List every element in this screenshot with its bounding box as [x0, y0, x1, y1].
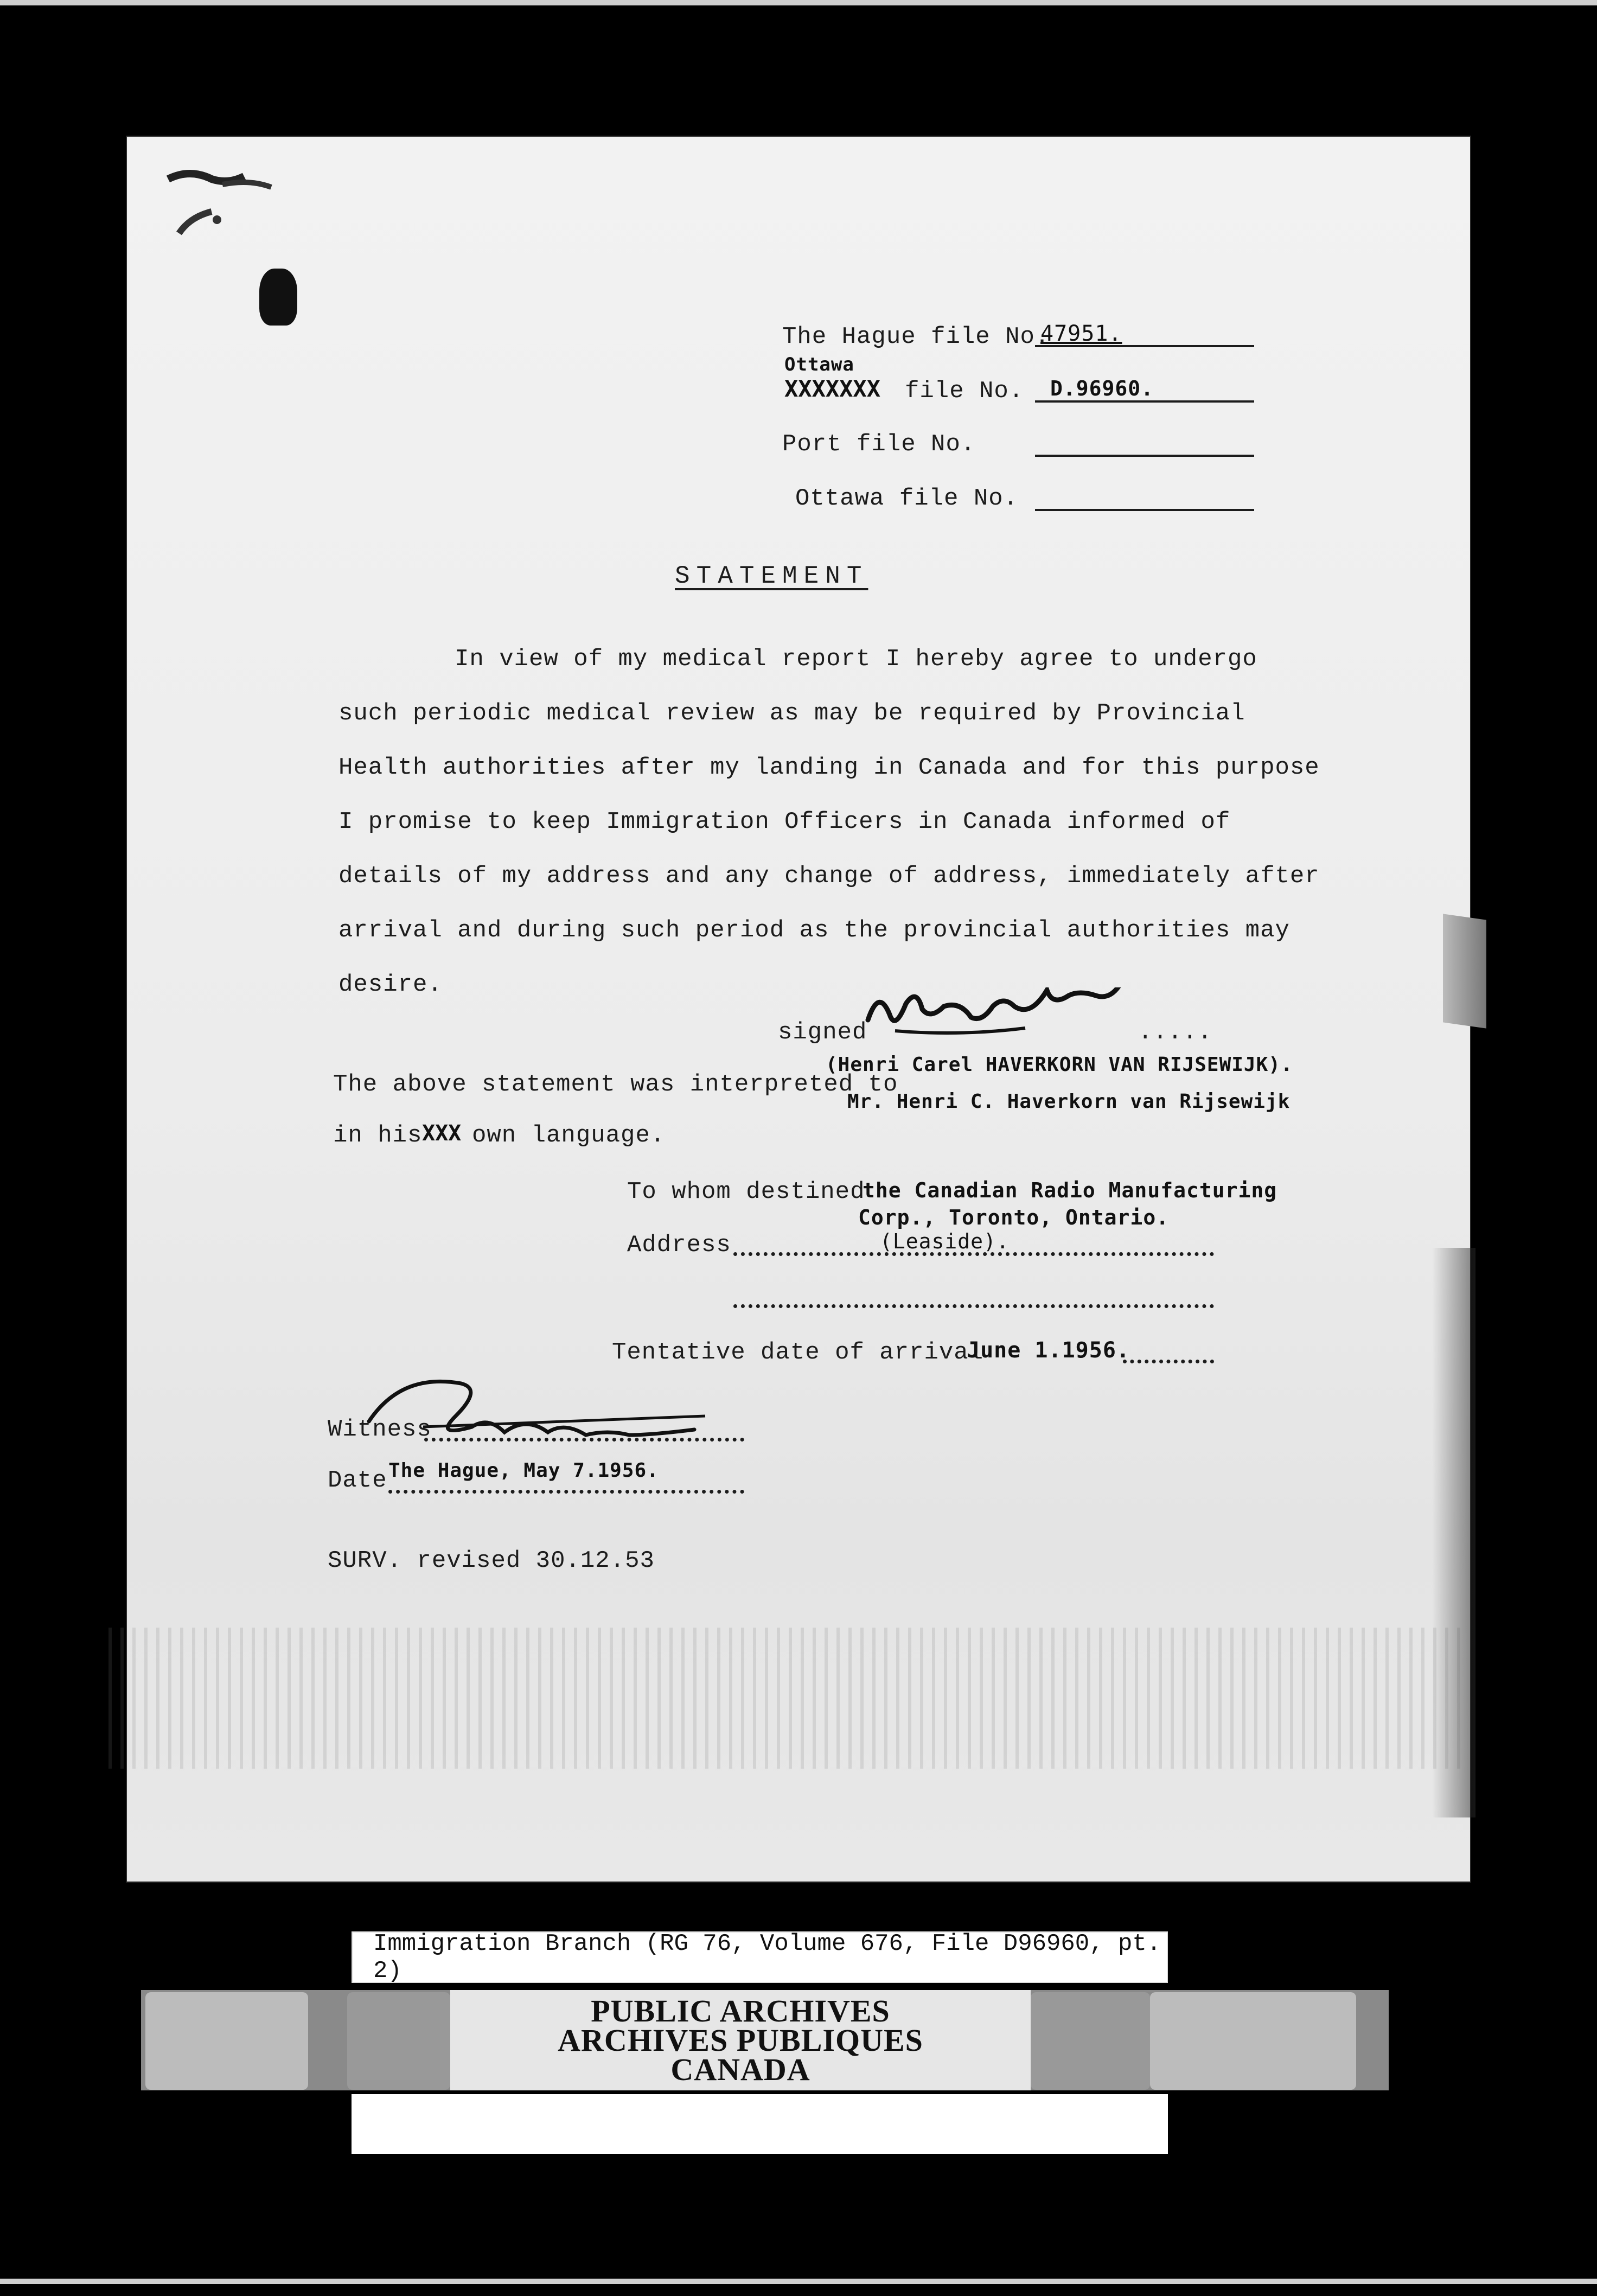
language-suffix: own language.	[472, 1122, 666, 1149]
address-label: Address	[627, 1232, 731, 1259]
body-line: desire.	[338, 971, 443, 998]
archive-tab-right	[1150, 1992, 1356, 2090]
archive-tab-left	[145, 1992, 308, 2090]
archive-stamp-line: ARCHIVES PUBLIQUES	[558, 2022, 923, 2058]
signed-name: (Henri Carel HAVERKORN VAN RIJSEWIJK).	[826, 1054, 1293, 1076]
film-edge-top	[0, 0, 1597, 5]
body-line: details of my address and any change of address, immediately after	[338, 863, 1320, 890]
paper-edge-shadow	[1432, 1248, 1475, 1817]
paper-fold	[1443, 914, 1486, 1028]
arrival-value: June 1.1956.	[967, 1338, 1130, 1363]
hague-file-label: The Hague file No.	[782, 323, 1050, 350]
archive-tab-left-inner	[347, 1992, 450, 2090]
paper-smudge	[108, 1628, 1465, 1769]
interpreted-recipient: Mr. Henri C. Haverkorn van Rijsewijk	[847, 1090, 1291, 1113]
struck-word: XXXXXXX	[784, 375, 881, 402]
port-file-label: Port file No.	[782, 431, 976, 458]
witness-label: Witness	[328, 1416, 432, 1443]
body-line: such periodic medical review as may be required by Provincial	[338, 700, 1245, 727]
interpreted-label: The above statement was interpreted to	[333, 1071, 898, 1098]
body-line: arrival and during such period as the provincial authorities may	[338, 917, 1290, 944]
arrival-line	[1123, 1360, 1214, 1363]
port-file-line	[1035, 455, 1254, 457]
body-line: In view of my medical report I hereby agree to undergo	[455, 646, 1257, 673]
archive-stamp	[450, 1990, 1031, 2090]
destined-value-line1: the Canadian Radio Manufacturing	[863, 1178, 1277, 1202]
body-line: Health authorities after my landing in Canada and for this purpose	[338, 754, 1320, 781]
signed-label: signed	[778, 1019, 867, 1046]
signed-dots: .....	[1138, 1019, 1213, 1046]
address-value: (Leaside).	[880, 1229, 1010, 1253]
date-line	[388, 1490, 744, 1494]
address-line-2	[733, 1304, 1214, 1308]
arrival-label: Tentative date of arrival	[612, 1339, 984, 1366]
file-no-value: D.96960.	[1050, 377, 1154, 400]
language-struck: XXX	[422, 1121, 462, 1146]
ottawa-overtype: Ottawa	[784, 354, 854, 375]
archive-stamp-line: CANADA	[670, 2051, 810, 2087]
archive-bottom-strip	[352, 2094, 1168, 2154]
ink-blot	[259, 269, 297, 326]
witness-line	[424, 1438, 744, 1442]
language-prefix: in his	[333, 1122, 423, 1149]
archive-tab-right-inner	[1031, 1992, 1150, 2090]
date-label: Date	[328, 1467, 387, 1494]
ottawa-file-line	[1035, 509, 1254, 511]
destined-value-line2: Corp., Toronto, Ontario.	[858, 1206, 1170, 1229]
hague-file-value: 47951.	[1040, 321, 1122, 346]
date-value: The Hague, May 7.1956.	[388, 1459, 659, 1482]
destined-label: To whom destined	[627, 1178, 865, 1206]
ottawa-file-label: Ottawa file No.	[795, 485, 1019, 512]
file-no-label: file No.	[905, 378, 1024, 405]
archive-stamp-line: PUBLIC ARCHIVES	[591, 1993, 890, 2029]
archive-reference-label	[352, 1931, 1168, 1983]
film-edge-bottom	[0, 2279, 1597, 2284]
statement-heading: STATEMENT	[675, 562, 868, 590]
hague-file-line	[1035, 345, 1254, 347]
body-line: I promise to keep Immigration Officers in Canada informed of	[338, 808, 1231, 836]
archive-reference-text: Immigration Branch (RG 76, Volume 676, File D96960, pt. 2)	[373, 1930, 1161, 1985]
ink-smudge-marks	[157, 157, 331, 266]
form-code: SURV. revised 30.12.53	[328, 1547, 655, 1574]
file-no-line	[1035, 400, 1254, 403]
